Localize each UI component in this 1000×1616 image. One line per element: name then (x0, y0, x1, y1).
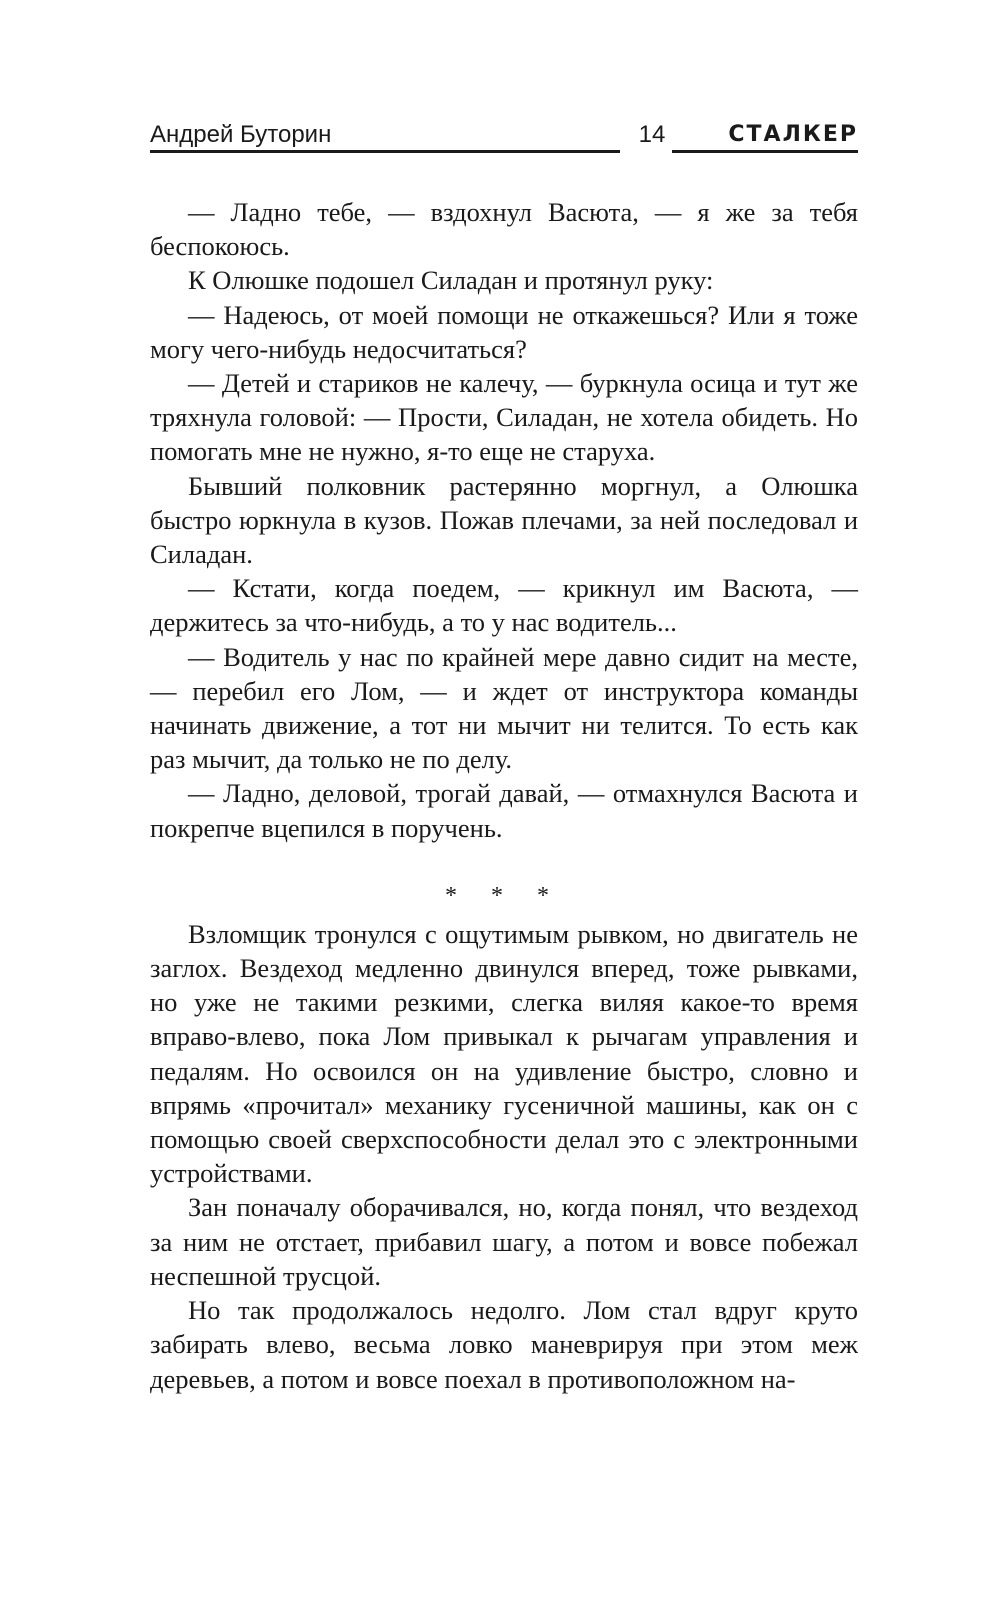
paragraph: Но так продолжалось недолго. Лом стал вдруг круто забирать влево, весьма ловко маневрируя при этом меж деревьев, а потом и вовсе поехал в противоположном на- (150, 1295, 858, 1394)
paragraph: Зан поначалу оборачивался, но, когда понял, что вездеход за ним не отстает, прибавил шагу, а потом и вовсе побежал неспешной трусцой. (150, 1192, 858, 1291)
header-rule-right (672, 150, 858, 153)
paragraph: К Олюшке подошел Силадан и протянул руку: (188, 265, 714, 296)
paragraph: Взломщик тронулся с ощутимым рывком, но двигатель не заглох. Вездеход медленно двинулся вперед, тоже рывками, но уже не такими резкими, слегка виляя какое-то время вправо-влево, пока Лом привыкал к рычагам управления и педалям. Но освоился он на удивление быстро, словно и впрямь «прочитал» механику гусеничной машины, как он с помощью своей сверхспособности делал это с электронными устройствами. (150, 918, 858, 1189)
header-rule-left (150, 150, 620, 153)
body-text (150, 195, 858, 1396)
paragraph: — Детей и стариков не калечу, — буркнула осица и тут же тряхнула головой: — Прости, Силадан, не хотела обидеть. Но помогать мне не нужно, я-то еще не старуха. (150, 368, 858, 467)
section-separator: * * * (445, 882, 563, 909)
paragraph: — Надеюсь, от моей помощи не откажешься? Или я тоже могу чего-нибудь недосчитаться? (150, 299, 858, 364)
running-header (150, 122, 858, 152)
paragraph: — Ладно, деловой, трогай давай, — отмахнулся Васюта и покрепче вцепился в поручень. (150, 778, 858, 843)
paragraph: — Кстати, когда поедем, — крикнул им Васюта, — держитесь за что-нибудь, а то у нас водитель... (150, 573, 858, 638)
page-number: 14 (638, 121, 666, 148)
paragraph: Бывший полковник растерянно моргнул, а Олюшка быстро юркнула в кузов. Пожав плечами, за ней последовал и Силадан. (150, 470, 858, 570)
author-name: Андрей Буторин (150, 121, 332, 148)
series-title: СТАЛКЕР (728, 122, 858, 147)
paragraph: — Ладно тебе, — вздохнул Васюта, — я же за тебя беспокоюсь. (150, 197, 858, 262)
paragraph: — Водитель у нас по крайней мере давно сидит на месте, — перебил его Лом, — и ждет от инструктора команды начинать движение, а тот ни мычит ни телится. То есть как раз мычит, да только не по делу. (150, 641, 858, 775)
